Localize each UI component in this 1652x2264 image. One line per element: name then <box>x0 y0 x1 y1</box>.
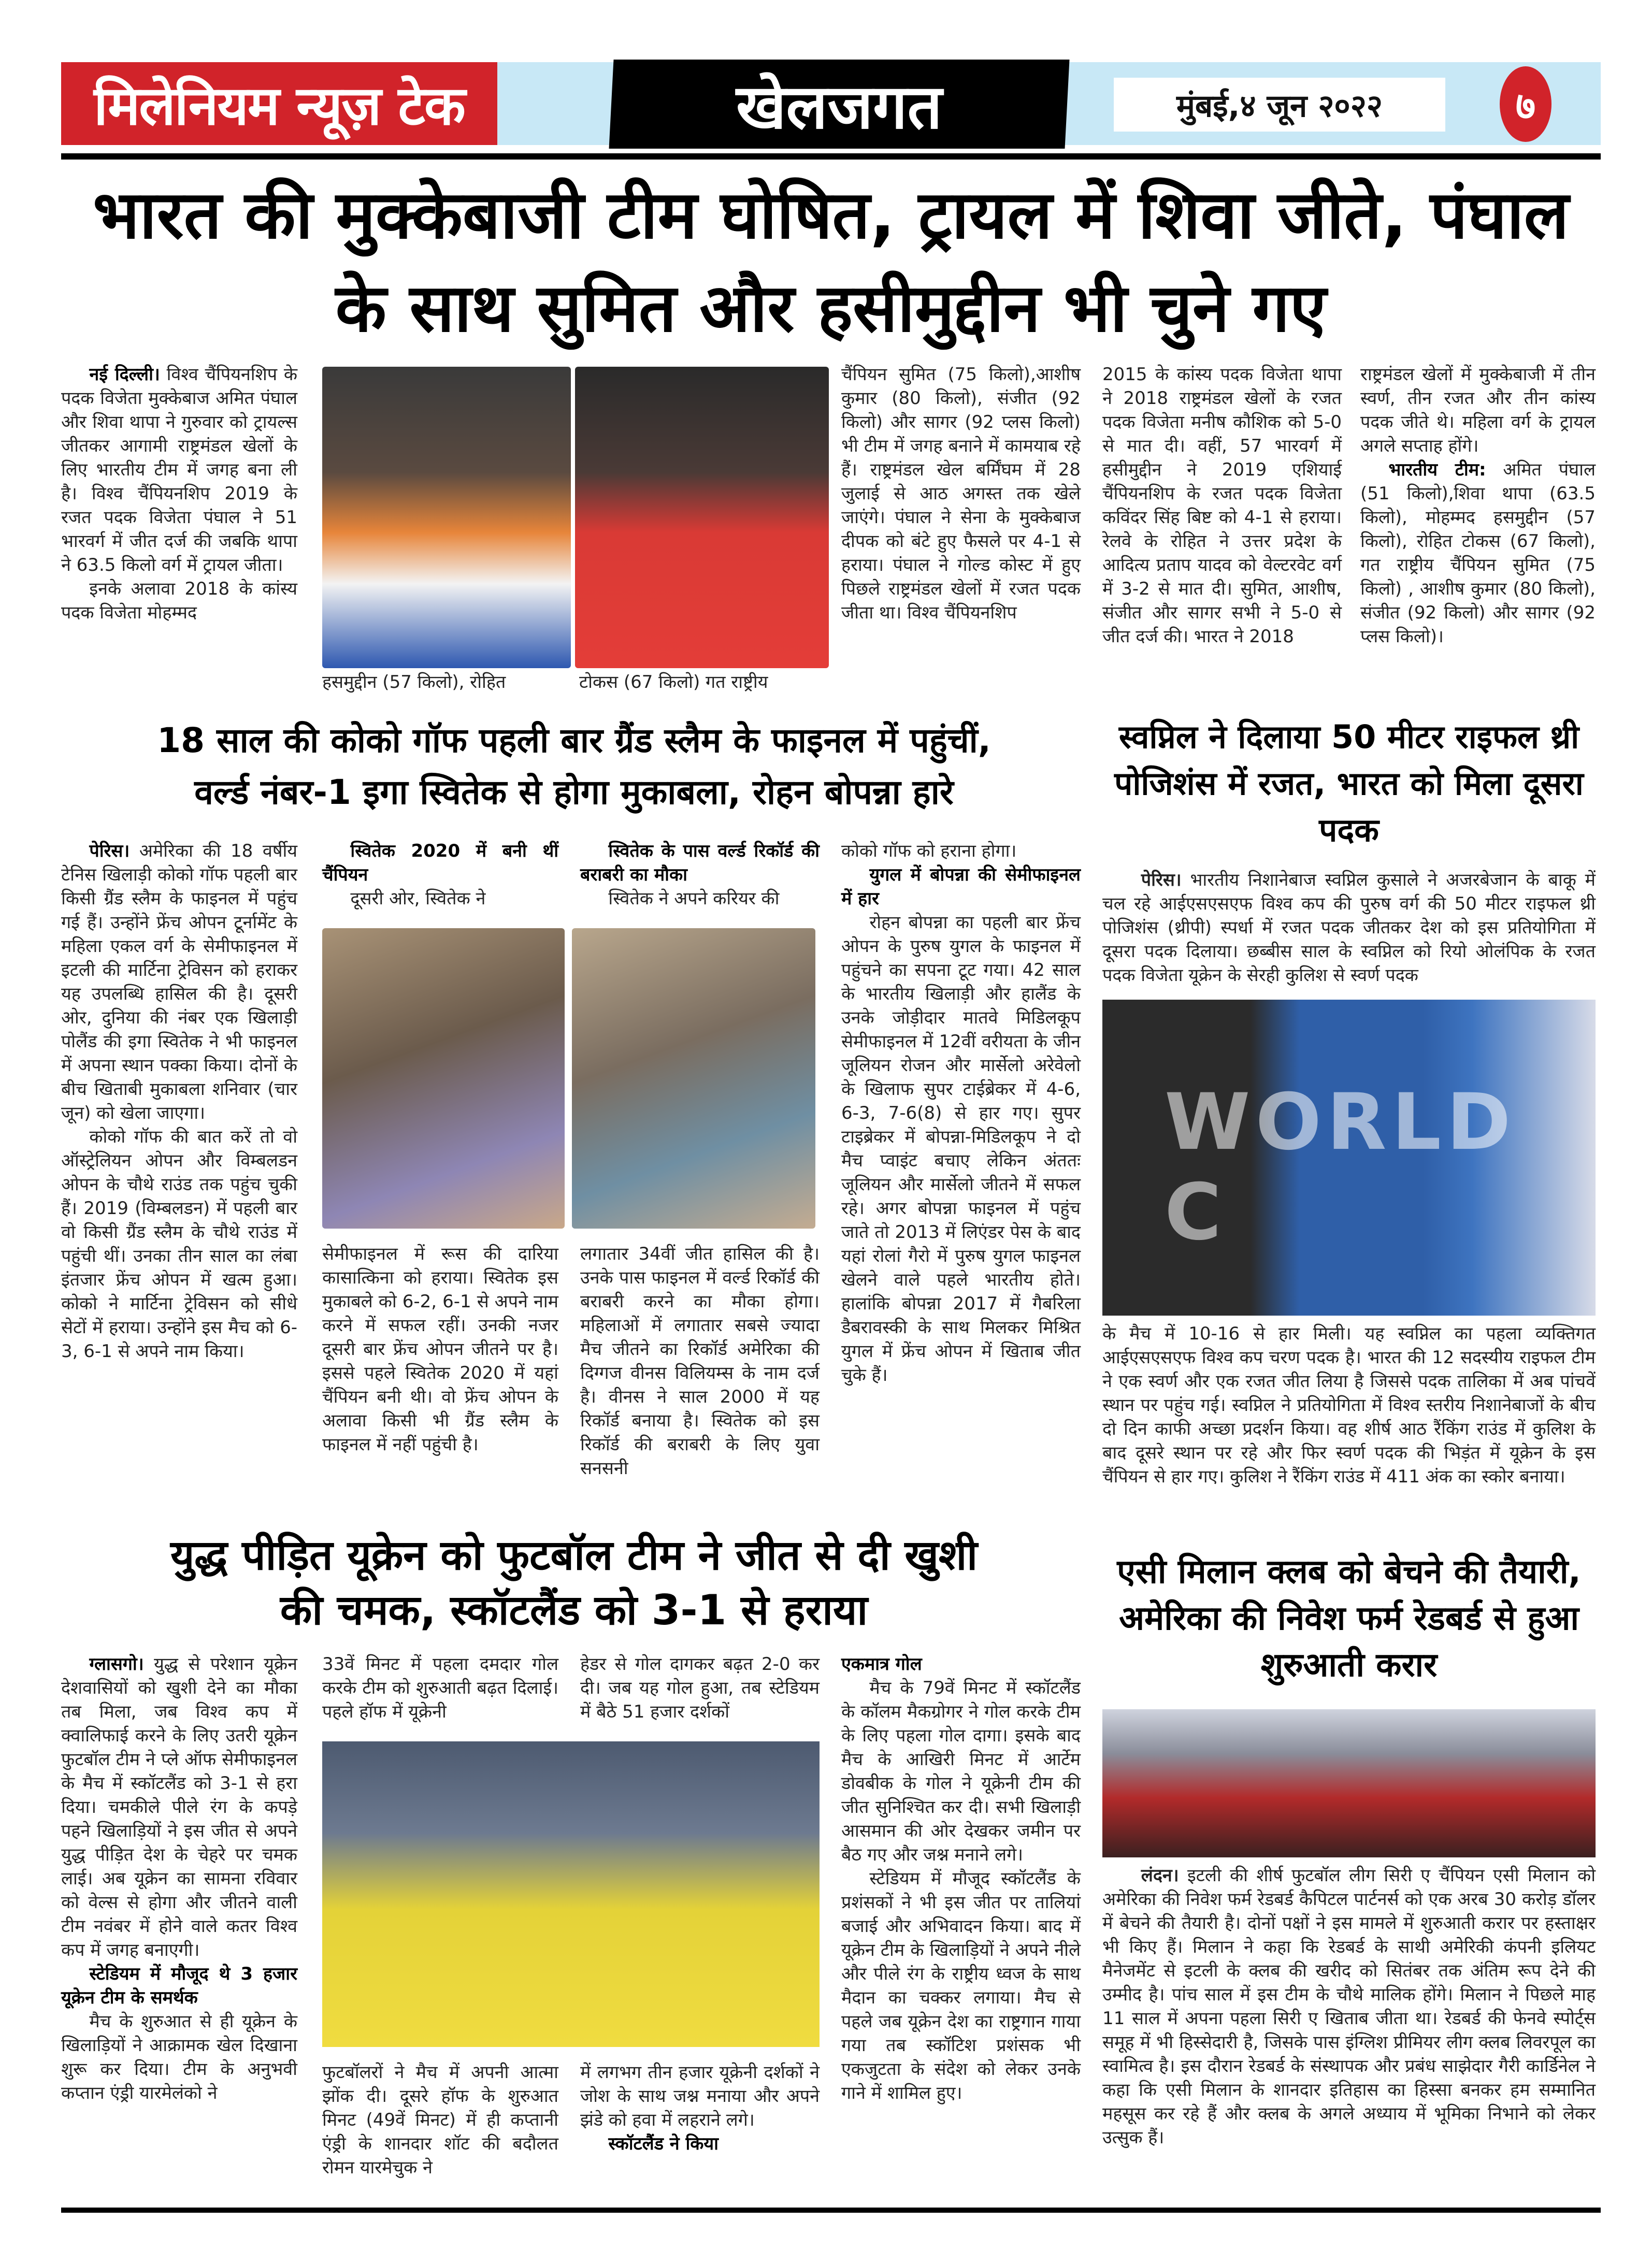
headline-line: के साथ सुमित और हसीमुद्दीन भी चुने गए <box>335 270 1327 347</box>
subheading: स्वितेक 2020 में बनी थीं चैंपियन <box>322 841 558 885</box>
section-title-text: खेलजगत <box>736 70 942 142</box>
paragraph: लगातार 34वीं जीत हासिल की है। उनके पास फाइनल में वर्ल्ड रिकॉर्ड की बराबरी करने का मौका होगा। महिलाओं में लगातार सबसे ज्यादा मैच जीतने का रिकॉर्ड अमेरिका की दिग्गज वीनस विलियम्स के नाम दर्ज है। वीनस ने साल 2000 में यह रिकॉर्ड बनाया है। स्वितेक को इस रिकॉर्ड की बराबरी के लिए युवा सनसनी <box>580 1244 820 1479</box>
football-col-2-bottom <box>322 2060 558 2180</box>
football-col-1 <box>61 1652 297 2105</box>
football-col-2-top <box>322 1652 558 1724</box>
edition-date: मुंबई,४ जून २०२२ <box>1114 78 1445 132</box>
divider <box>61 153 1601 160</box>
subheading: स्कॉटलैंड ने किया <box>608 2133 719 2154</box>
paragraph: हेडर से गोल दागकर बढ़त 2-0 कर दी। जब यह गोल हुआ, तब स्टेडियम में बैठे 51 हजार दर्शकों <box>580 1654 820 1722</box>
shooting-body <box>1102 1322 1596 1489</box>
paragraph: कोको गॉफ को हराना होगा। <box>841 841 1017 861</box>
paragraph: फुटबॉलरों ने मैच में अपनी आत्मा झोंक दी। दूसरे हॉफ के शुरुआत मिनट (49वें मिनट) में ही कप्तानी एंड्री के शानदार शॉट की बदौलत रोमन यारमेचुक ने <box>322 2062 558 2178</box>
paragraph: 33वें मिनट में पहला दमदार गोल करके टीम को शुरुआती बढ़त दिलाई। पहले हॉफ में यूक्रेनी <box>322 1654 558 1722</box>
headline-shooting: स्वप्निल ने दिलाया 50 मीटर राइफल थ्री पोजिशंस में रजत, भारत को मिला दूसरा पदक <box>1114 718 1584 849</box>
paragraph: भारतीय निशानेबाज स्वप्निल कुसाले ने अजरबेजान के बाकू में चल रहे आईएसएसएफ विश्व कप की पुरुष वर्ग की 50 मीटर राइफल थ्री पोजिशंस (थ्रीपी) स्पर्धा में रजत पदक जीतकर देश को इस प्रतियोगिता में दूसरा पदक दिलाया। छब्बीस साल के स्वप्निल को रियो ओलंपिक के रजत पदक विजेता यूक्रेन के सेरही कुलिश से स्वर्ण पदक <box>1102 870 1596 986</box>
headline-line: वर्ल्ड नंबर-1 इगा स्वितेक से होगा मुकाबला, रोहन बोपन्ना हारे <box>194 772 954 812</box>
subheading: स्टेडियम में मौजूद थे 3 हजार यूक्रेन टीम के समर्थक <box>61 1964 297 2008</box>
paragraph: इनके अलावा 2018 के कांस्य पदक विजेता मोहम्मद <box>61 579 297 623</box>
dateline: पेरिस। <box>1141 870 1182 890</box>
headline-boxing <box>61 169 1601 355</box>
photo-backdrop-text: WORLD C <box>1165 1077 1516 1258</box>
milan-body <box>1102 1864 1596 2150</box>
tennis-col-3-top <box>580 839 820 911</box>
headline-tennis <box>61 715 1087 818</box>
paragraph: सेमीफाइनल में रूस की दारिया कासात्किना को हराया। स्वितेक इस मुकाबले को 6-2, 6-1 से अपने नाम करने में सफल रहीं। उनकी नजर दूसरी बार फ्रेंच ओपन जीतने पर है। इससे पहले स्वितेक 2020 में यहां चैंपियन बनी थी। वो फ्रेंच ओपन के अलावा किसी भी ग्रैंड स्लैम के फाइनल में नहीं पहुंची है। <box>322 1244 558 1455</box>
dateline: लंदन। <box>1141 1865 1179 1886</box>
paragraph: चैंपियन सुमित (75 किलो),आशीष कुमार (80 किलो), संजीत (92 किलो) और सागर (92 प्लस किलो) भी टीम में जगह बनाने में कामयाब रहे हैं। राष्ट्रमंडल खेल बर्मिंघम में 28 जुलाई से आठ अगस्त तक खेले जाएंगे। पंघाल ने सेना के मुक्केबाज दीपक को बंटे हुए फैसले पर 4-1 से हराया। पंघाल ने गोल्ड कोस्ट में हुए पिछले राष्ट्रमंडल खेलों में रजत पदक जीता था। विश्व चैंपियनशिप <box>841 364 1081 623</box>
headline-milan: एसी मिलान क्लब को बेचने की तैयारी, अमेरिका की निवेश फर्म रेडबर्ड से हुआ शुरुआती करार <box>1117 1553 1581 1684</box>
paragraph: मैच के शुरुआत से ही यूक्रेन के खिलाड़ियों ने आक्रामक खेल दिखाना शुरू कर दिया। टीम के अनुभवी कप्तान एंड्री यारमेलंको ने <box>61 2011 297 2103</box>
team-list: अमित पंघाल (51 किलो),शिवा थापा (63.5 किलो), मोहम्मद हसमुद्दीन (57 किलो), रोहित टोकस (67 किलो), गत राष्ट्रीय चैंपियन सुमित (75 किलो) , आशीष कुमार (80 किलो), संजीत (92 किलो) और सागर (92 प्लस किलो)। <box>1360 459 1596 647</box>
football-col-3-bottom <box>580 2060 820 2156</box>
paragraph: स्वितेक ने अपने करियर की <box>608 888 780 909</box>
paragraph: राष्ट्रमंडल खेलों में मुक्केबाजी में तीन स्वर्ण, तीन रजत और तीन कांस्य पदक जीते थे। महिला वर्ग के ट्रायल अगले सप्ताह होंगे। <box>1360 364 1596 456</box>
subheading: स्वितेक के पास वर्ल्ड रिकॉर्ड की बराबरी का मौका <box>580 841 820 885</box>
shooting-intro <box>1102 868 1596 987</box>
paragraph: रोहन बोपन्ना का पहली बार फ्रेंच ओपन के पुरुष युगल के फाइनल में पहुंचने का सपना टूट गया। 42 साल के भारतीय खिलाड़ी और हालैंड के उनके जोड़ीदार मातवे मिडिलकूप सेमीफाइनल में 12वीं वरीयता के जीन जूलियन रोजन और मार्सेलो अरेवेलो के खिलाफ सुपर टाईब्रेकर में 4-6, 6-3, 7-6(8) से हार गए। सुपर टाइब्रेकर में बोपन्ना-मिडिलकूप ने दो मैच प्वाइंट बचाए लेकिन अंततः जूलियन और मार्सेलो जीतने में सफल रहे। अगर बोपन्ना फाइनल में पहुंच जाते तो 2013 में लिएंडर पेस के बाद यहां रोलां गैरो में पुरुष युगल फाइनल खेलने वाले पहले भारतीय होते। हालांकि बोपन्ना 2017 में गैबरिला डैबरावस्की के साथ मिलकर मिश्रित युगल में फ्रेंच ओपन में खिताब जीत चुके हैं। <box>841 912 1081 1386</box>
tennis-col-4 <box>841 839 1081 1387</box>
team-label: भारतीय टीम: <box>1388 459 1486 480</box>
headline-line: युद्ध पीड़ित यूक्रेन को फुटबॉल टीम ने जीत से दी खुशी <box>170 1531 978 1579</box>
dateline: पेरिस। <box>89 841 130 861</box>
paragraph: विश्व चैंपियनशिप के पदक विजेता मुक्केबाज अमित पंघाल और शिवा थापा ने गुरुवार को ट्रायल्स जीतकर आगामी राष्ट्रमंडल खेलों के लिए भारतीय टीम में जगह बना ली है। विश्व चैंपियनशिप 2019 के रजत पदक विजेता पंघाल ने 51 भारवर्ग में जीत दर्ज की जबकि थापा ने 63.5 किलो वर्ग में ट्रायल जीता। <box>61 364 297 575</box>
page-number-badge: ७ <box>1500 66 1552 142</box>
newspaper-logo: मिलेनियम न्यूज़ टेक <box>61 62 497 145</box>
boxing-col-4 <box>1102 363 1342 648</box>
subheading: एकमात्र गोल <box>841 1654 922 1675</box>
paragraph: अमेरिका की 18 वर्षीय टेनिस खिलाड़ी कोको गॉफ पहली बार किसी ग्रैंड स्लैम के फाइनल में पहुंच गई हैं। उन्होंने फ्रेंच ओपन टूर्नामेंट के महिला एकल वर्ग के सेमीफाइनल में इटली की मार्टिना ट्रेविसन को हराकर यह उपलब्धि हासिल की है। दूसरी ओर, दुनिया की नंबर एक खिलाड़ी पोलैंड की इगा स्वितेक ने भी फाइनल में अपना स्थान पक्का किया। दोनों के बीच खिताबी मुकाबला शनिवार (चार जून) को खेला जाएगा। <box>61 841 297 1123</box>
football-col-4 <box>841 1652 1081 2105</box>
dateline: नई दिल्ली। <box>89 364 160 385</box>
paragraph: स्टेडियम में मौजूद स्कॉटलैंड के प्रशंसकों ने भी इस जीत पर तालियां बजाई और अभिवादन किया। बाद में यूक्रेन टीम के खिलाड़ियों ने अपने नीले और पीले रंग के राष्ट्रीय ध्वज के साथ मैदान का चक्कर लगाया। मैच से पहले जब यूक्रेन देश का राष्ट्रगान गाया गया तब स्कॉटिश प्रशंसक भी एकजुटता के संदेश को लेकर उनके गाने में शामिल हुए। <box>841 1868 1081 2103</box>
paragraph: इटली की शीर्ष फुटबॉल लीग सिरी ए चैंपियन एसी मिलान को अमेरिका की निवेश फर्म रेडबर्ड कैपिटल पार्टनर्स को एक अरब 30 करोड़ डॉलर में बेचने की तैयारी है। दोनों पक्षों ने इस मामले में शुरुआती करार पर हस्ताक्षर भी किए हैं। मिलान ने कहा कि रेडबर्ड के साथी अमेरिकी कंपनी इलियट मैनेजमेंट से इटली के क्लब की खरीद को सितंबर तक अंतिम रूप देने की उम्मीद है। पांच साल में इस टीम के चौथे मालिक होंगे। मिलान ने पिछले माह 11 साल में अपना पहला सिरी ए खिताब जीता था। रेडबर्ड की फेनवे स्पोर्ट्स समूह में भी हिस्सेदारी है, जिसके पास इंग्लिश प्रीमियर लीग क्लब लिवरपूल का स्वामित्व है। इस दौरान रेडबर्ड के संस्थापक और प्रबंध साझेदार गैरी कार्डिनेल ने कहा कि एसी मिलान के शानदार इतिहास का हिस्सा बनकर हम सम्मानित महसूस कर रहे हैं और क्लब के अगले अध्याय में भूमिका निभाने को लेकर उत्सुक हैं। <box>1102 1865 1596 2148</box>
boxing-under-photo-left: हसमुद्दीन (57 किलो), रोहित <box>322 672 506 693</box>
paragraph: के मैच में 10-16 से हार मिली। यह स्वप्निल का पहला व्यक्तिगत आईएसएसएफ विश्व कप चरण पदक है। भारत की 12 सदस्यीय राइफल टीम ने एक स्वर्ण और एक रजत जीत लिया है जिससे पदक तालिका में अब पांचवें स्थान पर पहुंच गई। स्वप्निल ने प्रतियोगिता में विश्व स्तरीय निशानेबाजों के बीच दो दिन काफी अच्छा प्रदर्शन किया। वह शीर्ष आठ रैंकिंग राउंड में कुलिश के बाद दूसरे स्थान पर रहे और फिर स्वर्ण पदक की भिड़ंत में यूक्रेन के इस चैंपियन से हार गए। कुलिश ने रैंकिंग राउंड में 411 अंक का स्कोर बनाया। <box>1102 1323 1596 1487</box>
bottom-divider <box>61 2208 1601 2213</box>
photo-amit-panghal <box>322 367 571 668</box>
boxing-col-5 <box>1360 363 1596 648</box>
photo-ac-milan-celebration <box>1102 1709 1596 1857</box>
boxing-under-photo-right: टोकस (67 किलो) गत राष्ट्रीय <box>579 672 768 693</box>
tennis-col-2-bottom <box>322 1242 558 1457</box>
photo-swapnil-podium <box>1102 1000 1596 1316</box>
football-col-3-top <box>580 1652 820 1724</box>
boxing-col-3 <box>841 363 1081 625</box>
subheading: युगल में बोपन्ना की सेमीफाइनल में हार <box>841 864 1081 909</box>
boxing-col-1 <box>61 363 297 625</box>
photo-coco-gauff <box>322 928 565 1229</box>
paragraph: कोको गॉफ की बात करें तो वो ऑस्ट्रेलियन ओपन और विम्बलडन ओपन के चौथे राउंड तक पहुंच चुकी हैं। 2019 (विम्बलडन) में पहली बार वो किसी ग्रैंड स्लैम के चौथे राउंड में पहुंची थीं। उनका तीन साल का लंबा इंतजार फ्रेंच ओपन में खत्म हुआ। कोको ने मार्टिना ट्रेविसन को सीधे सेटों में हराया। उन्होंने इस मैच को 6-3, 6-1 से अपने नाम किया। <box>61 1127 297 1362</box>
section-title <box>609 60 1069 149</box>
paragraph: में लगभग तीन हजार यूक्रेनी दर्शकों ने जोश के साथ जश्न मनाया और अपने झंडे को हवा में लहराने लगे। <box>580 2062 820 2130</box>
paragraph: मैच के 79वें मिनट में स्कॉटलैंड के कॉलम मैकग्रोगर ने गोल करके टीम के लिए पहला गोल दागा। इसके बाद मैच के आखिरी मिनट में आर्टेम डोवबीक के गोल ने यूक्रेनी टीम की जीत सुनिश्चित कर दी। सभी खिलाड़ी आसमान की ओर देखकर जमीन पर बैठ गए और जश्न मनाने लगे। <box>841 1678 1081 1865</box>
headline-football <box>61 1528 1087 1638</box>
paragraph: दूसरी ओर, स्वितेक ने <box>350 888 486 909</box>
tennis-col-2-top <box>322 839 558 911</box>
dateline: ग्लासगो। <box>89 1654 144 1675</box>
photo-ukraine-team <box>322 1741 820 2047</box>
headline-line: 18 साल की कोको गॉफ पहली बार ग्रैंड स्लैम के फाइनल में पहुंचीं, <box>157 720 991 760</box>
paragraph: युद्ध से परेशान यूक्रेन देशवासियों को खुशी देने का मौका तब मिला, जब विश्व कप में क्वालिफाई करने के लिए उतरी यूक्रेन फुटबॉल टीम ने प्ले ऑफ सेमीफाइनल के मैच में स्कॉटलैंड को 3-1 से हरा दिया। चमकीले पीले रंग के कपड़े पहने खिलाड़ियों ने इस जीत से अपने युद्ध पीड़ित देश के चेहरे पर चमक लाई। अब यूक्रेन का सामना रविवार को वेल्स से होगा और जीतने वाली टीम नवंबर में होने वाले कतर विश्व कप में जगह बनाएगी। <box>61 1654 297 1960</box>
paragraph: 2015 के कांस्य पदक विजेता थापा ने 2018 राष्ट्रमंडल खेलों के रजत पदक विजेता मनीष कौशिक को 5-0 से मात दी। वहीं, 57 भारवर्ग में हसीमुद्दीन ने 2019 एशियाई चैंपियनशिप के रजत पदक विजेता कविंदर सिंह बिष्ट को 4-1 से हराया। रेलवे के रोहित ने उत्तर प्रदेश के आदित्य प्रताप यादव को वेल्टरवेट वर्ग में 3-2 से मात दी। सुमित, आशीष, संजीत और सागर सभी ने 5-0 से जीत दर्ज की। भारत ने 2018 <box>1102 364 1342 647</box>
tennis-col-3-bottom <box>580 1242 820 1480</box>
headline-line: की चमक, स्कॉटलैंड को 3-1 से हराया <box>280 1586 868 1634</box>
photo-iga-swiatek <box>572 928 815 1229</box>
photo-shiva-thapa <box>575 367 829 668</box>
tennis-col-1 <box>61 839 297 1363</box>
headline-line: भारत की मुक्केबाजी टीम घोषित, ट्रायल में शिवा जीते, पंघाल <box>93 177 1569 254</box>
